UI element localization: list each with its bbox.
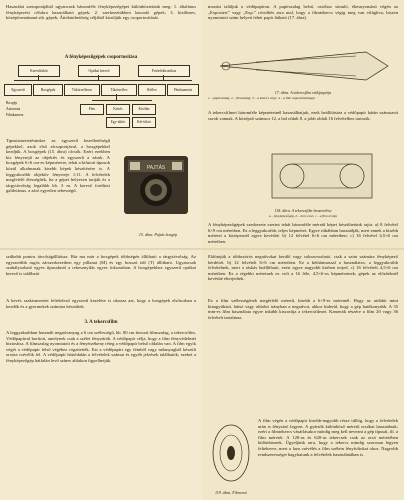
body-text: A tekercsfilmet háromféle képméretnél használhatjuk, ezek beállítására a védőpapír hátán számozott sorok vannak. A középső számsor 12, a bal oldali 8, a jobb oldali 16 felvételhez tartozik.	[208, 110, 398, 121]
section-heading: 3. A tekercsfilm	[84, 320, 118, 325]
diagram-box: Tükörreflex	[101, 84, 137, 96]
film-loading-illustration	[262, 148, 382, 208]
page-bottom-left	[0, 250, 202, 500]
diagram-box: Kisfilm	[132, 104, 156, 115]
diagram-box: Reflex	[138, 84, 166, 96]
diagram-box: Fémkamerás	[167, 84, 199, 96]
diagram-box: Egyszerű	[4, 84, 32, 96]
figure-legend: 1 – papírszalag; 2 – filmszalag; 3 – a tekercs vége; 4 – a film ragasztószalagja	[208, 96, 315, 100]
intro-text: Használat szempontjából ugyancsak háromféle fényképezőgépet különböztetünk meg: 1. általános fényképezési célokra használható gépek; 2. szerkezetükben hasonló gépek; 3. kisfilmes, középformátumú stb. gépek; Áttekinthetőség céljából közöljük egy csoportosítását.	[6, 4, 196, 21]
body-text: Eldöntjük a többszörös negatívokat kerülő vagy sokszorozható, csak a szint számára fényképező kérdését. b) 12 felvételt 6×6 cm méretben. Ez a kéthármassal a használatos, a leggyakoribb felvételnek, mert a táskás beállítható, ezért egyre nagyobb körben terjed. c) 16 felvételt 4,5×6 cm méretben. Ez a régebbi méretnek ez volt a 16 féle, 4,5×6-os képméretnek; gépek az előzőeknél kevésbé elterjedtek.	[208, 254, 398, 282]
figure-caption: 118. ábra. A tekercsfilm beszerelése	[274, 208, 332, 213]
diagram-box: Tükörreflexes	[64, 84, 100, 96]
body-text: Tipusismertetésünkre az egyszerű kezelhetőségű gépekkel, azok első alcsoportjával, a boxgépekkel kezdjük. A boxgépek (15. ábra) olcsók. Ezért ezekben kis fényerejű az objektív és egyszerű a záruk. A boxgépek 6×6 cm-es képméretre, tehát a kifutott típusok közül alkalmasak kisebb képek készítésére is. A leggyakoribb objektív fényereje 1:11. A felvételek megfelelő élességűek, ha a gépet helyesen tartják és a tárgytávolság legalább kb. 3 m. A kereső fordított galileiánus, a záró egyetlen sebességű.	[6, 138, 110, 194]
side-label: Filmkamera	[6, 113, 24, 117]
body-text: Ez a film szélességének megfelelő méretű, kisebb a 6×9-es méretnél. Hogy az utóbbit mint kinagyítható, hátsó vagy oldalsó irányban a negatívot, akkor kiderül, hogy a gép hatékonyabb. A 35 mm-es film használata egyre inkább kiszorítja a tekercsfilmet. Kamerák részére a film 20 vagy 36 felvételt tartalmaz.	[208, 298, 398, 320]
film-paper-illustration	[216, 44, 392, 88]
body-text: A leggyakrabban használt negatívanyag a 6 cm szélességű, kb. 80 cm hosszú filmszalag, a tekercsfilm. Védőpapírral borított, amelynek csak a szélei fényzárók. A védőpapír célja, hogy a film fényvédelmét biztosítsa. A filmszalag nyomtatott és a fényérzékeny réteg a védőpapír belső oldalán van. A film egyik végét a védőpapír felső végéhez rögzítették. Ezt a védőpapírt egy fémből vagy műanyagból készült orsóra csévélik fel. A védőpapír hátoldalán a felvételek számai és egyéb jelzések találhatók; ezeket a fényképezőgép hátfalán levő színes ablakon figyelhetjük.	[6, 330, 196, 363]
diagram-box: Boxgépek	[33, 84, 63, 96]
diagram-box: Fém	[80, 104, 104, 115]
page-bottom-right	[202, 250, 404, 500]
box-camera-illustration	[116, 146, 196, 226]
diagram-box: Két-tükör	[132, 117, 156, 128]
page-top-left	[0, 0, 202, 248]
page-top-right	[202, 0, 404, 248]
side-label: Automata	[6, 107, 21, 111]
side-label: Boxgép	[6, 101, 18, 105]
body-text: A film végén a védőpapír kisebb-nagyobb része túllóg, hogy a felvételek után is fényzáró legyen. A gyártók különböző méretű orsókat használnak; ezért a filmtekercs vásárlásakor mindig meg kell nevezni a gép típusát, ill. a film méretét. A 120-as és 620-as tekercsek csak az orsó méretében különböznek. Ügyeljünk arra, hogy a tekercs mindig szorosan legyen feltekerve, mert a laza csévélés a film szélein fényfoltokat okoz. Nagyobb rendszerességet hagyhatunk a felvételek használatában is.	[258, 418, 398, 457]
body-text: szűkebb pontos távolságállításra. Bár ma már a boxgépek többségén állítható a tárgytávolság. Az egyszerűbb rugós zárszerkezetben egy pillanat (M) és egy hosszú idő (T) állítható. Ugyancsak szabályozható egyes típusoknál a rekesznyílás egyes fokozatban. A boxgépekhez egyszerű optikai kereső is található.	[6, 254, 196, 276]
body-text: A kevés szakismeretet feltételező egyszerű kezelése is okozza azt, hogy a boxgépek elsősorban a kezdők és a gyermekek számára készültek.	[6, 298, 196, 309]
figure-caption: 17. ábra. A tekercsfilm védőpapírja	[274, 90, 332, 95]
camera-brand: PAJTÁS	[146, 165, 166, 171]
figure-legend: a – fényképezőgép, b – üres orsó, c – a film orsója	[268, 214, 338, 218]
diagram-title: A fényképezőgépek csoportosítása	[64, 55, 138, 60]
diagram-box: Optikai kereső	[78, 65, 120, 77]
body-text: A fényképezőgépek szerkezete szerint tehát háromféle méretű képet készíthetünk rajta: a) 8 felvétel 6×9 cm méretben. Ez a leggyakoribb, teljes képméret. Egyre ritkábban használják, mert ennek a kisebb méretei a közepesnél egyre kevésbé. b) 12 felvétel 6×6 cm méretben; c) 16 felvétel 4,5×6 cm méretben.	[208, 222, 398, 244]
diagram-box: Egy-tükör	[106, 117, 130, 128]
diagram-box: Fotóelektronikus	[138, 65, 190, 77]
film-spool-illustration	[208, 418, 254, 488]
body-text: mozást találjuk a védőpapíron. A papírszalag belső, orsóhoz simuló, ékesnyomású végén az „Exposiert” vagy „Exp.” rövidítés arra utal, hogy a filmtekercs végig meg van világítva, hiszen nyomtatott szám helyett fehér papír látható (17. ábra).	[208, 4, 398, 21]
figure-caption: 15. ábra. Pajtás boxgép	[138, 232, 178, 237]
diagram-box: Keresőtükör	[18, 65, 60, 77]
diagram-box: Kettős	[106, 104, 130, 115]
figure-caption: 119. ábra. Filmorsó	[215, 490, 247, 495]
